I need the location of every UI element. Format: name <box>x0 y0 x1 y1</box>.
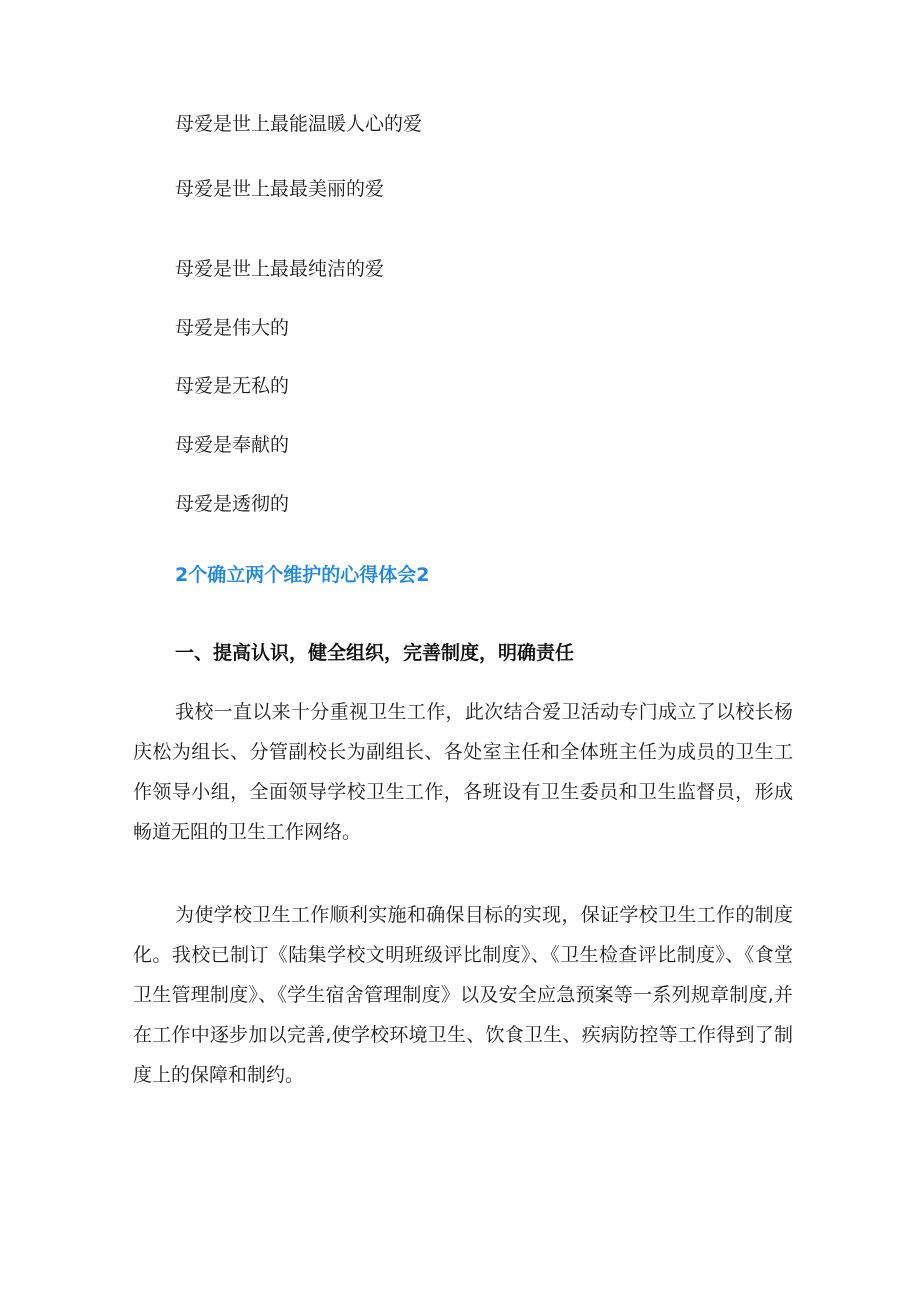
section-heading: 一、提高认识，健全组织，完善制度，明确责任 <box>175 642 575 664</box>
poem-line: 母爱是伟大的 <box>175 317 290 339</box>
poem-line: 母爱是世上最最纯洁的爱 <box>175 258 385 280</box>
body-paragraph: 为使学校卫生工作顺利实施和确保目标的实现，保证学校卫生工作的制度化。我校已制订《陆集学校文明班级评比制度》、《卫生检查评比制度》、《食堂卫生管理制度》、《学生宿舍管理制度》以及安全应急预案等一系列规章制度,并在工作中逐步加以完善,使学校环境卫生、饮食卫生、疾病防控等工作得到了制度上的保障和制约。 <box>133 904 793 1086</box>
poem-line: 母爱是透彻的 <box>175 493 290 515</box>
poem-line: 母爱是世上最能温暖人心的爱 <box>175 113 423 135</box>
article-title: 2个确立两个维护的心得体会2 <box>175 564 430 586</box>
poem-line: 母爱是无私的 <box>175 375 290 397</box>
body-paragraph: 我校一直以来十分重视卫生工作，此次结合爱卫活动专门成立了以校长杨庆松为组长、分管副校长为副组长、各处室主任和全体班主任为成员的卫生工作领导小组，全面领导学校卫生工作，各班设有卫生委员和卫生监督员，形成畅道无阻的卫生工作网络。 <box>133 701 793 843</box>
poem-line: 母爱是世上最最美丽的爱 <box>175 178 385 200</box>
poem-line: 母爱是奉献的 <box>175 434 290 456</box>
